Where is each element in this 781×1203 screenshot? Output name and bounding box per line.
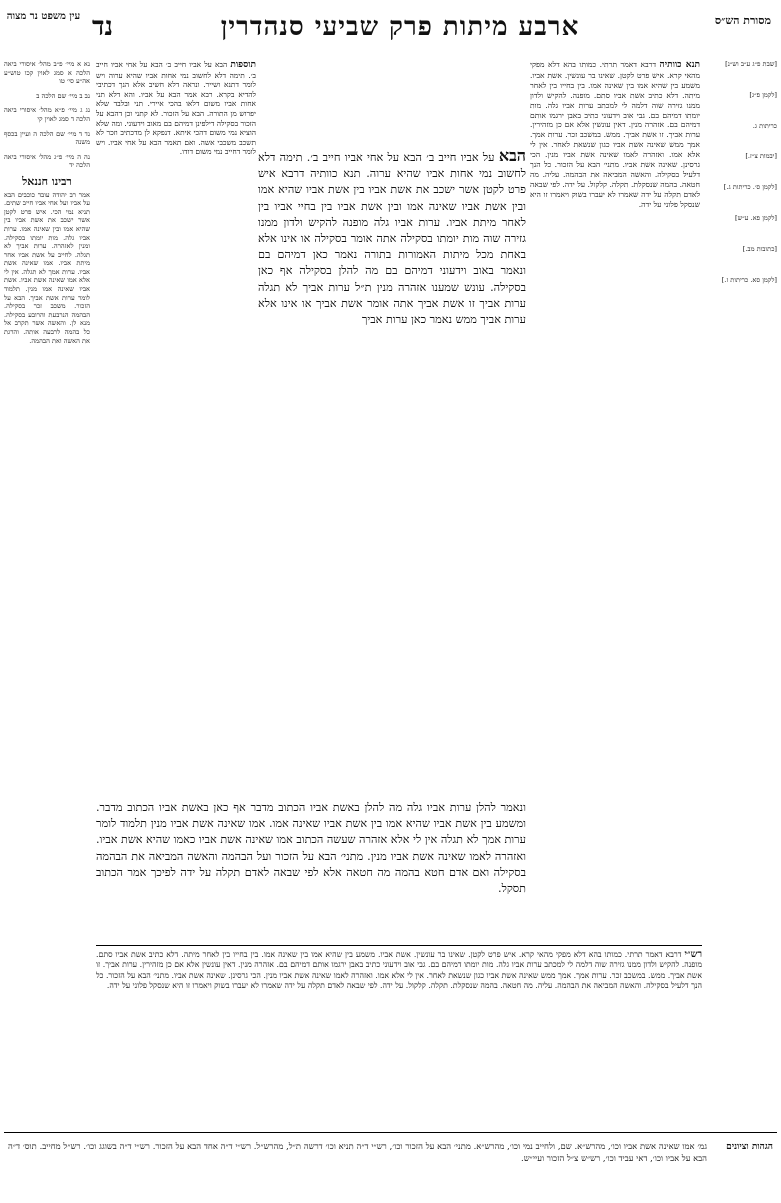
- rabbeinu-chananel-title: רבינו חננאל: [22, 174, 72, 188]
- gemara-full-text: ונאמר להלן ערות אביו גלה מה להלן באשת אביו הכתוב מדבר אף כאן באשת אביו הכתוב מדבר. ומשמע בין אשת אביו שהיא אמו בין אשת אביו שאינה אמו. אמו שאינה אשת אביו מנין תלמוד לומר ערות אמך לא תגלה אין לי אלא אזהרה שעשה הכתוב אמו שאינה אשת אביו כאמו שהיא אשת אביו. ואזהרה לאמו שאינה אשת אביו מנין. מתני׳ הבא על הזכור ועל הבהמה והאשה המביאה את הבהמה בסקילה ואם אדם חטא בהמה מה חטאה אלא לפי שבאה לאדם תקלה על ידה לפיכך אמר הכתוב תסקל.: [96, 801, 526, 896]
- masoret-note: [יבמות צ״ז.]: [745, 152, 777, 161]
- masoret-note: [לקמן פא. ע״ש]: [735, 213, 777, 222]
- masoret-note: [לקמן ס׳. כריתות ג.]: [723, 183, 777, 192]
- rashi-footer-label: רש״י: [684, 949, 702, 960]
- hagahot-title: הגהות וציונים: [726, 1142, 773, 1152]
- hagahot-text: גמ׳ אמו שאינה אשת אביו וכו׳, מהרש״א. שם, ולחייב נמי וכו׳, מהרש״א. מתני׳ הבא על הזכור וכו׳, רש״י ד״ה תניא וכו׳ דרשה ת״ל, מהרש״ל. רש״י ד״ה אחד הבא על הזכור. רש״י ד״ה בשוגג וכו׳. רש״ל מחייב. תוס׳ ד״ה הבא על אביו וכו׳, דאי עביד וכו׳, רש״ש צ״ל הזכור ועיי״ש.: [8, 1141, 707, 1163]
- gemara-text: על אביו חייב ב׳ הבא על אחי אביו חייב ב׳. תימה דלא לחשוב נמי אחות אביו שהיא ערוה. תנא כוותיה דרבא איש פרט לקטן אשר ישכב את אשת אביו בין אשת אביו שהיא אמו ובין אשת אביו שאינה אמו ובין אשת אביו בין בחיי אביו בין לאחר מיתת אביו. ערות אביו גלה מופנה להקיש ולדון ממנו גזירה שוה מות יומתו בסקילה אתה אומר בסקילה או אינו אלא באחת מכל מיתות האמורות בתורה נאמר כאן דמיהם בם ונאמר באוב וידעוני דמיהם בם מה להלן בסקילה אף כאן בסקילה. עונש שמענו אזהרה מנין ת״ל ערות אביך לא תגלה ערות אביך זו אשת אביך אתה אומר אשת אביך או אינו אלא ערות אביך ממש נאמר כאן ערות אביך: [258, 151, 526, 327]
- rashi-footer-text: דרבא דאמר תרתי. כמותו בהא דלא מפקי מהאי קרא. איש פרט לקטן. שאינו בר עונשין. אשת אביו. משמע בין שהיא אמו בין שאינה אמו. בין בחייו בין לאחר מיתה. דלא כתיב אשת אביו סתם. מופנה. להקיש ולדון ממנו גזירה שוה דלמה לי למכתב ערות אביו גלה. מות יומתו דמיהם בם. גבי אוב וידעוני כתיב באבן ירגמו אותם דמיהם בם. אזהרה מנין. דאין עונשין אלא אם כן מזהירין. ערות אביך. זו אשת אביך. ממש. במשכב זכר. ערות אמך. אמך ממש שאינה אשת אביו כגון שנשאת לאחר. אין לי אלא אמו. ואזהרה לאמו שאינה אשת אביו מנין. הכי גרסינן. שאינה אשת אביו. מתני׳ הבא על הזכור. כל הנך דלעיל בסקילה. והאשה המביאה את הבהמה. עליה. מה חטאה. בהמה שנסקלת. תקלה. קלקול. על ידה. לפי שבאה לאדם תקלה על ידה שאמרו לא יעברו בשוק ויאמרו זו היא שנסקל פלוני על ידה.: [96, 950, 702, 990]
- hagahot-footer: [4, 1132, 777, 1198]
- rabbeinu-chananel-text: אמר רב יהודה עובד כוכבים הבא על אביו ועל אחי אביו חייב שתים. תניא נמי הכי. איש פרט לקטן אשר ישכב את אשת אביו בין שהיא אמו ובין שאינה אמו. ערות אביו גלה. מות יומתו בסקילה. ומנין לאזהרה. ערות אביך לא תגלה. לחייב על אשת אביו אחר מיתת אביו. אמו שאינה אשת אביו. ערות אמך לא תגלה. אין לי אלא אמו שאינה אשת אביו. אשת אביו שאינה אמו מנין. תלמוד לומר ערות אשת אביך. הבא על הזכור. משכב זכר בסקילה. הבהמה הנרבעת והרובע בסקילה. מנא לן. והאשה אשר תקרב אל כל בהמה לרבעה אותה. והרגת את האשה ואת הבהמה.: [4, 190, 90, 345]
- masoret-note: [לקמן פ״ג]: [749, 90, 777, 99]
- ein-mishpat-note: נב ב מיי׳ שם הלכה ב: [36, 91, 90, 100]
- masoret-note: כריתות ג.: [752, 121, 777, 130]
- rashi-footer-block: [96, 945, 702, 1095]
- masoret-hashas-column: [703, 60, 777, 945]
- gemara-opening-word: הבא: [498, 148, 526, 165]
- rashi-opening: תנא כוותיה: [659, 60, 700, 70]
- page-number: נד: [92, 12, 113, 42]
- masoret-note: [לקמן סא. כריתות ז.]: [721, 275, 777, 284]
- masoret-note: [כתובות מב.]: [742, 244, 777, 253]
- rashi-text: דרבא דאמר תרתי. כמותו בהא דלא מפקי מהאי קרא. איש פרט לקטן. שאינו בר עונשין. אשת אביו. משמע בין שהיא אמו בין שאינה אמו. בין בחייו בין לאחר מיתה. דלא כתיב אשת אביו סתם. מופנה. להקיש ולדון ממנו גזירה שוה דלמה לי למכתב ערות אביו גלה. מות יומתו דמיהם בם. גבי אוב וידעוני כתיב באבן ירגמו אותם דמיהם בם. אזהרה מנין. דאין עונשין אלא אם כן מזהירין. ערות אביך. זו אשת אביך. ממש. במשכב זכר. ערות אמך. אמך ממש שאינה אשת אביו כגון שנשאת לאחר. אין לי אלא אמו. ואזהרה לאמו שאינה אשת אביו מנין. הכי גרסינן. שאינה אשת אביו. מתני׳ הבא על הזכור. כל הנך דלעיל בסקילה. והאשה המביאה את הבהמה. עליה. מה חטאה. בהמה שנסקלת. תקלה. קלקול. על ידה. לפי שבאה לאדם תקלה על ידה שאמרו לא יעברו בשוק ויאמרו זו היא שנסקל פלוני על ידה.: [530, 60, 700, 209]
- page-header: [0, 6, 781, 52]
- ein-mishpat-header-label: עין משפט נר מצוה: [6, 11, 81, 22]
- tosafot-text: הבא על אביו חייב ב׳ הבא על אחי אביו חייב ב׳. תימה דלא לחשוב נמי אחות אביו שהיא ערוה ויש לומר דתנא ושייר. ונראה דלא חשיב אלא הנך דכתיבי להדיא בקרא. רבא אמר הבא על אביו. והא דלא תני אחות אביו משום דלאו בהכי איירי. תני ובלבד שלא יפרוש מן התורה. הבא על הזכור. לא קתני וכן דהבא על הזכור בסקילה דילפינן דמיהם בם מאוב וידעוני. ומה שלא הוציא נמי משום דהכי איתא. דנפקא לן מדכתיב וזכר לא תשכב משכבי אשה. ואם תאמר הבא על אחי אביו. ויש לומר דחייב נמי משום דודו.: [96, 60, 256, 157]
- rashi-column: [530, 60, 700, 945]
- ein-mishpat-note: נד ד מיי׳ שם הלכה ה ועיין בכסף משנה: [4, 129, 90, 147]
- page-title: ארבע מיתות פרק שביעי סנהדרין: [220, 12, 580, 42]
- masoret-hashas-header-label: מסורת הש״ס: [714, 14, 771, 27]
- ein-mishpat-note: נג ג מיי׳ פ״א מהל׳ איסורי ביאה הלכה ד סמג לאוין קי: [4, 106, 90, 123]
- tosafot-label: תוספות: [230, 60, 256, 70]
- gemara-full-width-block: [96, 800, 526, 940]
- ein-mishpat-note: נה ה מיי׳ פ״ג מהל׳ איסורי ביאה הלכה יד: [4, 152, 90, 170]
- ein-mishpat-column: [4, 60, 90, 970]
- ein-mishpat-note: נא א מיי׳ פ״ב מהל׳ איסורי ביאה הלכה א סמג לאוין קכו טוש״ע אה״ע סי׳ טו: [4, 60, 90, 86]
- masoret-note: [שבת פ״ג ע״ב וש״נ]: [725, 60, 777, 68]
- tosafot-column: [96, 60, 256, 560]
